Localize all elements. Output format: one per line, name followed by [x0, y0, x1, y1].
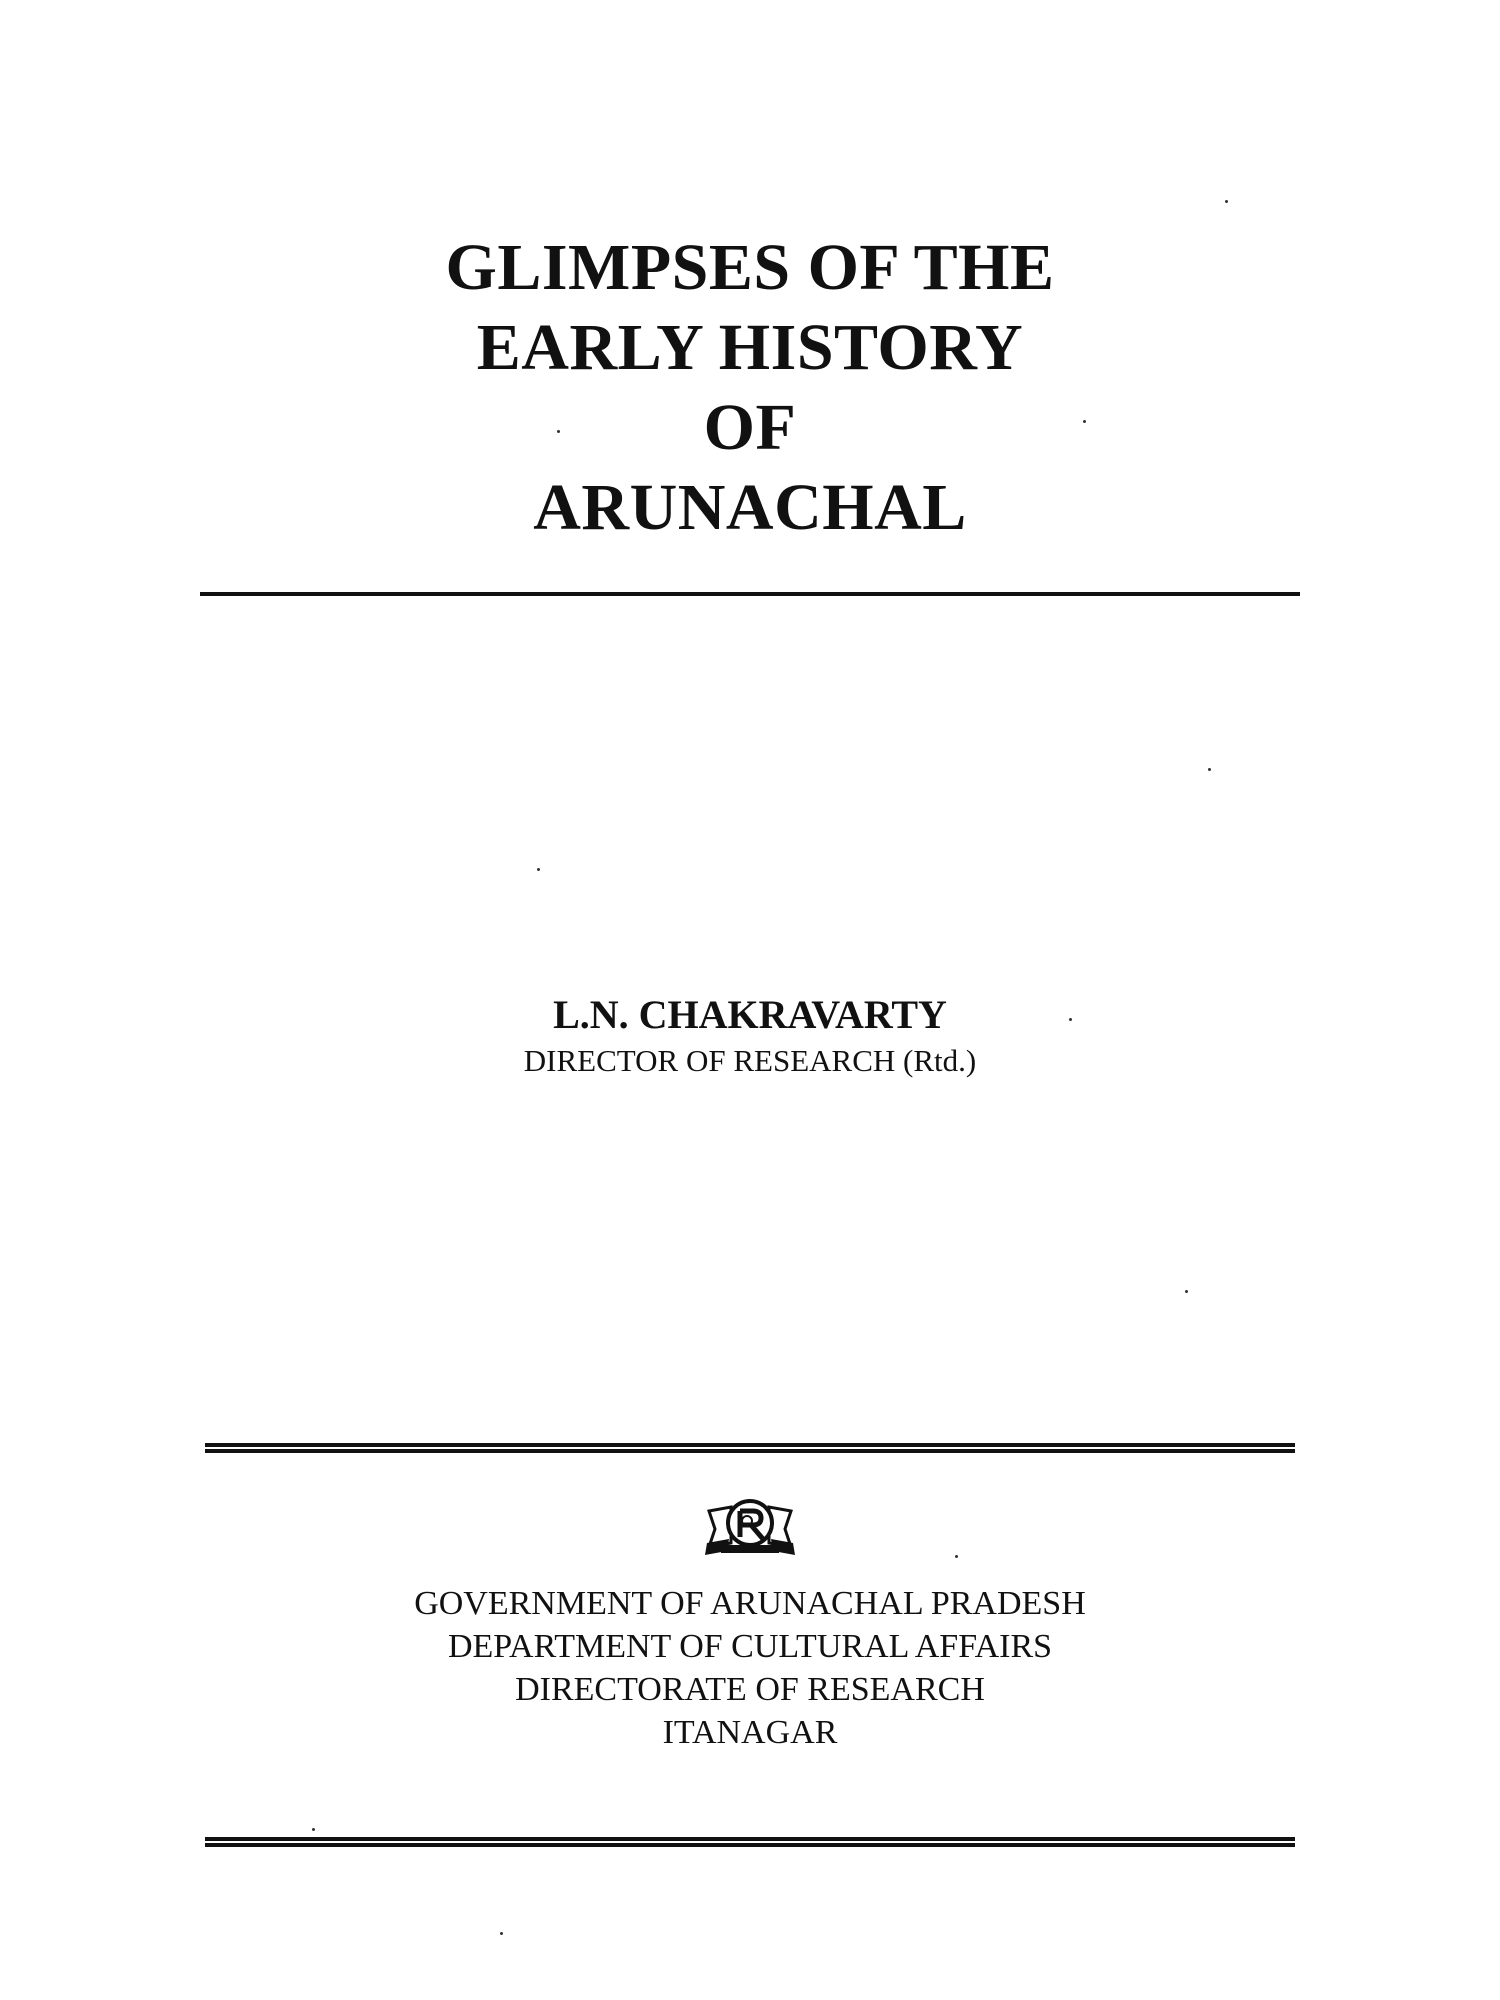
scan-speck — [537, 868, 540, 871]
title-line-2: EARLY HISTORY — [476, 311, 1024, 384]
publisher-divider-top — [205, 1443, 1295, 1453]
scan-speck — [955, 1555, 958, 1558]
publisher-city: ITANAGAR — [662, 1714, 838, 1751]
scan-speck — [557, 430, 560, 433]
scan-speck — [312, 1828, 315, 1831]
scan-speck — [1225, 200, 1228, 203]
publisher-government: GOVERNMENT OF ARUNACHAL PRADESH — [414, 1585, 1086, 1622]
title-line-1: GLIMPSES OF THE — [445, 231, 1055, 304]
publisher-directorate: DIRECTORATE OF RESEARCH — [515, 1671, 985, 1708]
publisher-department: DEPARTMENT OF CULTURAL AFFAIRS — [447, 1628, 1053, 1665]
author-block — [300, 990, 1200, 1082]
scan-speck — [1083, 420, 1086, 423]
book-title — [200, 228, 1300, 548]
publisher-divider-bottom — [205, 1837, 1295, 1847]
publisher-block — [250, 1582, 1250, 1754]
title-line-4: ARUNACHAL — [533, 471, 967, 544]
scan-speck — [1208, 768, 1211, 771]
title-line-3: OF — [703, 391, 797, 464]
scan-speck — [1185, 1290, 1188, 1293]
author-role: DIRECTOR OF RESEARCH (Rtd.) — [523, 1043, 977, 1078]
directorate-of-research-emblem-icon — [703, 1497, 797, 1559]
author-name: L.N. CHAKRAVARTY — [553, 992, 947, 1037]
emblem-graphic — [703, 1497, 797, 1559]
title-divider — [200, 592, 1300, 596]
scan-speck — [500, 1932, 503, 1935]
scan-speck — [1069, 1018, 1072, 1021]
